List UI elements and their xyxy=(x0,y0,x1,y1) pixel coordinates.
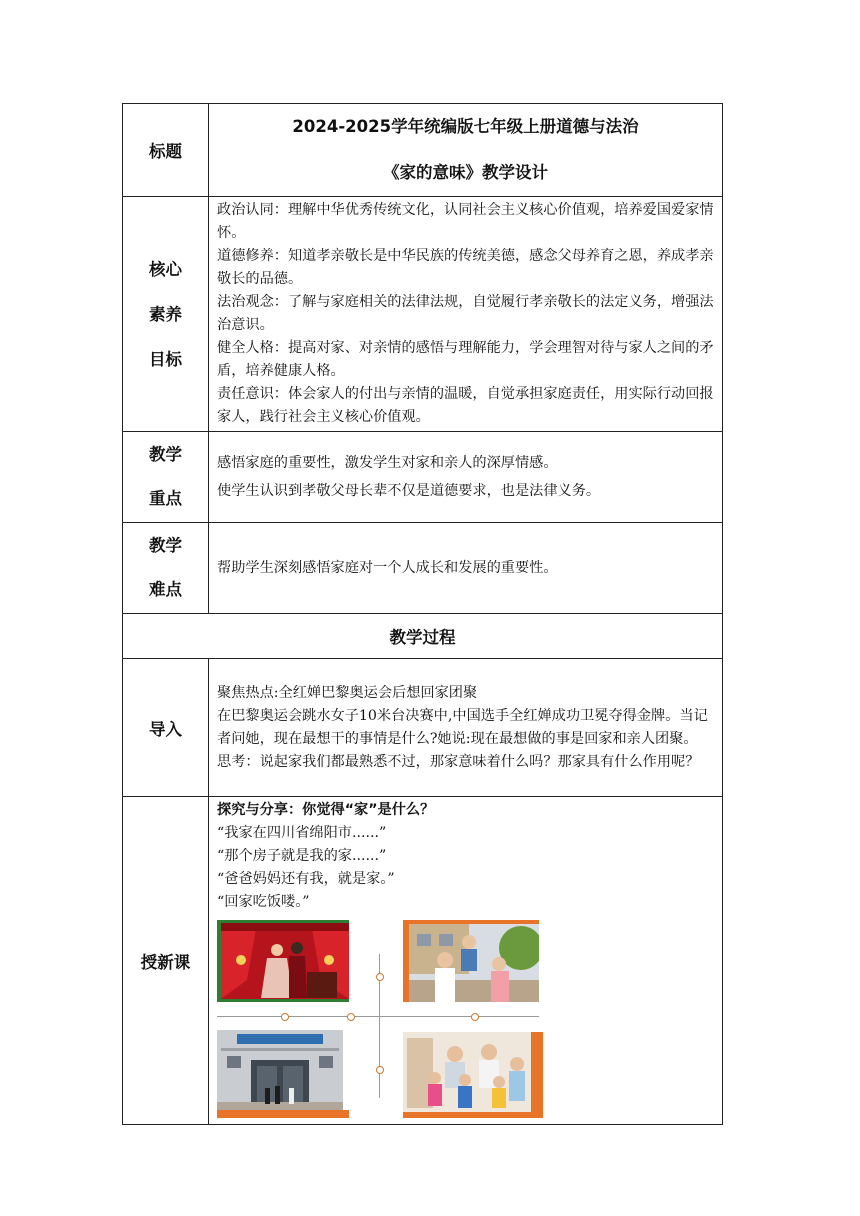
intro-line: 聚焦热点:全红婵巴黎奥运会后想回家团聚 xyxy=(217,684,478,701)
literacy-item: 健全人格：提高对家、对亲情的感悟与理解能力，学会理智对待与家人之间的矛盾，培养健康人格。 xyxy=(217,340,714,379)
literacy-item: 法治观念：了解与家庭相关的法律法规，自觉履行孝亲敬长的法定义务，增强法治意识。 xyxy=(217,294,714,333)
lesson-plan-table xyxy=(122,103,723,1125)
divider-dot xyxy=(281,1013,289,1021)
key-point-item: 使学生认识到孝敬父母长辈不仅是道德要求，也是法律义务。 xyxy=(217,483,601,499)
document-title xyxy=(209,104,723,197)
family-group-photo xyxy=(403,1032,543,1118)
literacy-item: 政治认同：理解中华优秀传统文化，认同社会主义核心价值观，培养爱国爱家情怀。 xyxy=(217,202,714,241)
new-lesson-row xyxy=(123,797,723,1125)
difficulties-content: 帮助学生深刻感悟家庭对一个人成长和发展的重要性。 xyxy=(209,523,723,614)
key-points-row xyxy=(123,432,723,523)
family-photo-collage xyxy=(217,920,547,1120)
core-literacy-label: 核心 素养 目标 xyxy=(123,197,209,432)
family-outdoor-photo-image xyxy=(403,920,539,1002)
title-line-2: 《家的意味》教学设计 xyxy=(383,163,548,182)
process-heading: 教学过程 xyxy=(123,614,723,659)
literacy-item: 道德修养：知道孝亲敬长是中华民族的传统美德，感念父母养育之恩，养成孝亲敬长的品德。 xyxy=(217,248,714,287)
family-group-photo-image xyxy=(403,1032,543,1118)
intro-label: 导入 xyxy=(123,659,209,797)
wedding-photo-image xyxy=(217,920,349,1002)
divider-dot xyxy=(376,973,384,981)
new-lesson-content xyxy=(209,797,723,1125)
intro-line: 在巴黎奥运会跳水女子10米台决赛中,中国选手全红婵成功卫冕夺得金牌。当记者问她，现在最想干的事情是什么?她说:现在最想做的事是回家和亲人团聚。 xyxy=(217,707,708,747)
collage-divider-horizontal xyxy=(217,1016,539,1017)
explore-heading: 探究与分享：你觉得“家”是什么？ xyxy=(217,802,435,818)
intro-row xyxy=(123,659,723,797)
intro-content xyxy=(209,659,723,797)
new-lesson-label: 授新课 xyxy=(123,797,209,1125)
title-line-1: 2024-2025学年统编版七年级上册道德与法治 xyxy=(292,117,639,136)
apartment-building-photo xyxy=(217,1030,349,1118)
quote-line: “我家在四川省绵阳市......” xyxy=(217,825,387,841)
divider-dot xyxy=(471,1013,479,1021)
process-heading-row xyxy=(123,614,723,659)
apartment-building-photo-image xyxy=(217,1030,349,1118)
literacy-item: 责任意识：体会家人的付出与亲情的温暖，自觉承担家庭责任，用实际行动回报家人，践行社会主义核心价值观。 xyxy=(217,386,714,425)
core-literacy-row xyxy=(123,197,723,432)
key-points-label: 教学 重点 xyxy=(123,432,209,523)
divider-dot xyxy=(347,1013,355,1021)
title-label: 标题 xyxy=(123,104,209,197)
difficulties-label: 教学 难点 xyxy=(123,523,209,614)
quote-line: “那个房子就是我的家......” xyxy=(217,848,387,864)
title-row xyxy=(123,104,723,197)
quote-line: “爸爸妈妈还有我，就是家。” xyxy=(217,871,395,887)
family-outdoor-photo xyxy=(403,920,539,1002)
intro-line: 思考：说起家我们都最熟悉不过，那家意味着什么吗？那家具有什么作用呢？ xyxy=(217,753,700,770)
difficulties-row xyxy=(123,523,723,614)
wedding-photo xyxy=(217,920,349,1002)
key-point-item: 感悟家庭的重要性，激发学生对家和亲人的深厚情感。 xyxy=(217,455,558,471)
key-points-content xyxy=(209,432,723,523)
quote-line: “回家吃饭喽。” xyxy=(217,894,310,910)
core-literacy-content xyxy=(209,197,723,432)
divider-dot xyxy=(376,1066,384,1074)
